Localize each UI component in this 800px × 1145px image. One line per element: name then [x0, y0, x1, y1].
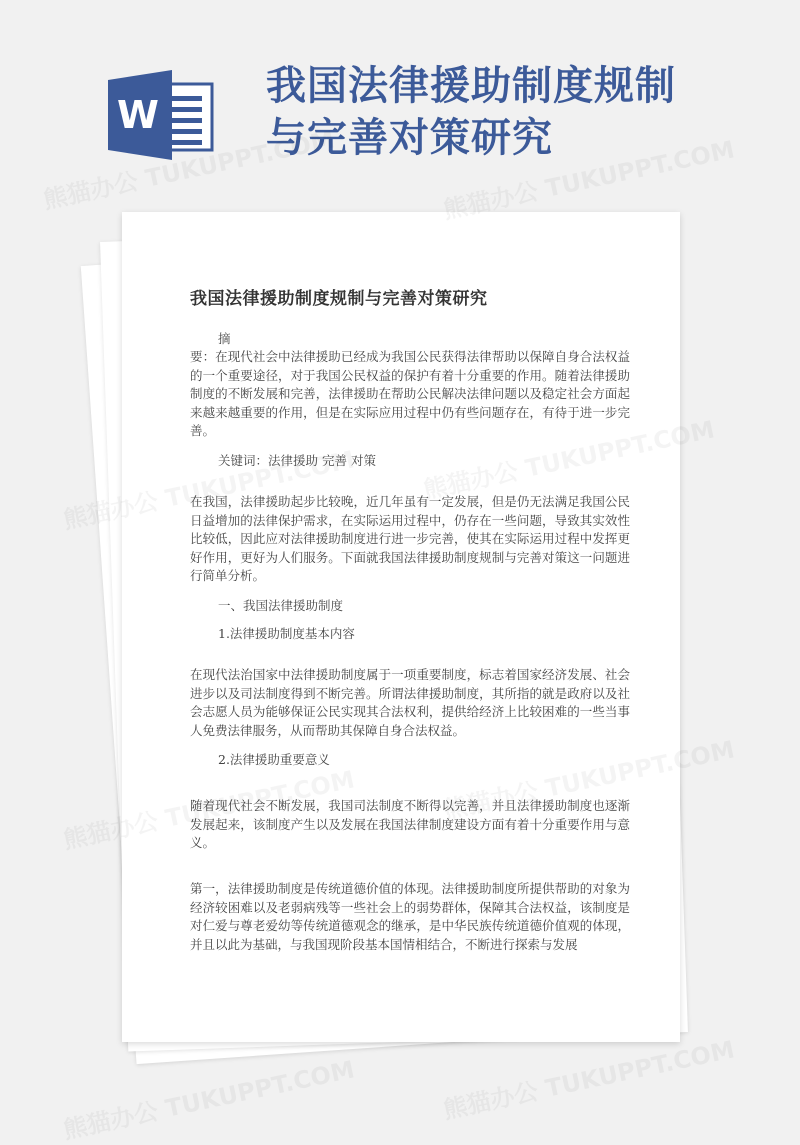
- abstract-label: 摘: [218, 331, 231, 346]
- watermark: [60, 1050, 358, 1145]
- svg-text:W: W: [117, 93, 159, 137]
- first-point-paragraph: 第一，法律援助制度是传统道德价值的体现。法律援助制度所提供帮助的对象为经济较困难以及老弱病残等一些社会上的弱势群体，保障其合法权益，该制度是对仁爱与尊老爱幼等传统道德观念的继承，是中华民族传统道德价值观的体现，并且以此为基础，与我国现阶段基本国情相结合，不断进行探索与发展: [190, 881, 630, 952]
- subsection-text-1: 在现代法治国家中法律援助制度属于一项重要制度，标志着国家经济发展、社会进步以及司法制度得到不断完善。所谓法律援助制度，其所指的就是政府以及社会志愿人员为能够保证公民实现其合法权利，提供给经济上比较困难的一些当事人免费法律服务，从而帮助其保障自身合法权益。: [190, 667, 630, 738]
- keywords: 关键词：法律援助 完善 对策: [218, 453, 376, 468]
- section-heading: 一、我国法律援助制度: [218, 598, 344, 613]
- document-title: 我国法律援助制度规制与完善对策研究: [190, 289, 488, 309]
- header-title-line1: 我国法律援助制度规制: [266, 63, 676, 109]
- intro-paragraph: 在我国，法律援助起步比较晚，近几年虽有一定发展，但是仍无法满足我国公民日益增加的法律保护需求，在实际运用过程中，仍存在一些问题，导致其实效性比较低，因此应对法律援助制度进行进一步完善，使其在实际运用过程中发挥更好作用，更好为人们服务。下面就我国法律援助制度规制与完善对策这一问题进行简单分析。: [190, 494, 630, 583]
- subsection-heading-2: 2.法律援助重要意义: [218, 752, 330, 767]
- word-document-icon: [108, 70, 216, 160]
- header-title-line2: 与完善对策研究: [266, 115, 553, 161]
- abstract-text: 要：在现代社会中法律援助已经成为我国公民获得法律帮助以保障自身合法权益的一个重要途径，对于我国公民权益的保护有着十分重要的作用。随着法律援助制度的不断发展和完善，法律援助在帮助公民解决法律问题以及稳定社会方面起来越来越重要的作用，但是在实际应用过程中仍有些问题存在，有待于进一步完善。: [190, 349, 630, 438]
- watermark: [440, 1030, 738, 1126]
- subsection-heading-1: 1.法律援助制度基本内容: [218, 626, 355, 641]
- subsection-text-2: 随着现代社会不断发展，我国司法制度不断得以完善，并且法律援助制度也逐渐发展起来，该制度产生以及发展在我国法律制度建设方面有着十分重要作用与意义。: [190, 798, 630, 850]
- header-title: [266, 60, 766, 164]
